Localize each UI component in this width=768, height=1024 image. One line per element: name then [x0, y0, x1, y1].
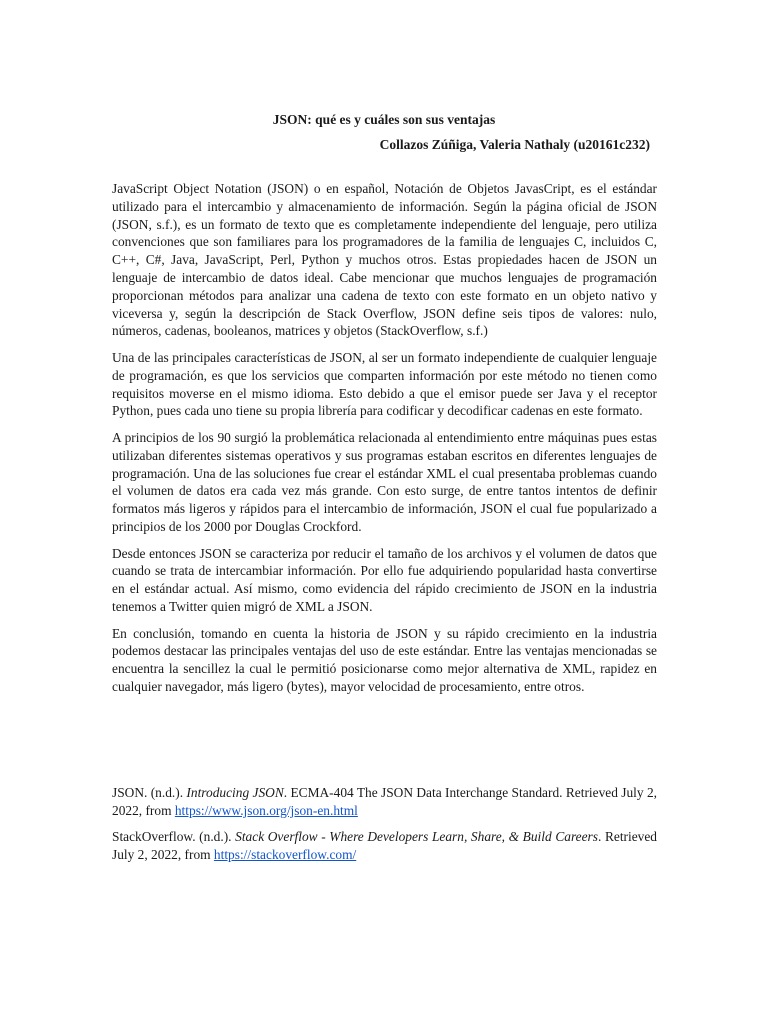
document-body [112, 180, 657, 705]
body-paragraph: Una de las principales características de JSON, al ser un formato independiente de cualquier lenguaje de programación, es que los servicios que comparten información por este método no tienen como requisitos moverse en el mismo idioma. Esto debido a que el emisor puede ser Java y el receptor Python, pues cada uno tiene su propia librería para codificar y decodificar cadenas en este formato. [112, 349, 657, 419]
reference-prefix: StackOverflow. (n.d.). [112, 829, 236, 845]
reference-link[interactable]: https://www.json.org/json-en.html [174, 802, 358, 818]
reference-entry [112, 828, 657, 864]
references-section [112, 784, 657, 873]
body-paragraph: A principios de los 90 surgió la problemática relacionada al entendimiento entre máquinas pues estas utilizaban diferentes sistemas operativos y sus programas estaban escritos en diferentes lenguajes de programación. Una de las soluciones fue crear el estándar XML el cual presentaba problemas cuando el volumen de datos era cada vez más grande. Con esto surge, de entre tantos intentos de definir formatos más ligeros y rápidos para el intercambio de información, JSON el cual fue popularizado a principios de los 2000 por Douglas Crockford. [112, 429, 657, 534]
reference-prefix: JSON. (n.d.). [112, 785, 187, 800]
reference-suffix: . ECMA-404 The JSON Data Interchange Standard. Retrieved July 2, 2022, from [112, 785, 657, 818]
document-title: JSON: qué es y cuáles son sus ventajas [272, 112, 496, 127]
reference-title: Stack Overflow - Where Developers Learn, Share, & Build Careers [235, 829, 598, 845]
reference-entry [112, 784, 657, 820]
reference-title: Introducing JSON [186, 785, 284, 800]
body-paragraph: Desde entonces JSON se caracteriza por reducir el tamaño de los archivos y el volumen de datos que cuando se trata de intercambiar información. Por ello fue adquiriendo popularidad hasta convertirse en el estándar actual. Así mismo, como evidencia del rápido crecimiento de JSON en la industria tenemos a Twitter quien migró de XML a JSON. [112, 545, 657, 614]
reference-link[interactable]: https://stackoverflow.com/ [213, 847, 357, 863]
body-paragraph: JavaScript Object Notation (JSON) o en español, Notación de Objetos JavasCript, es el estándar utilizado para el intercambio y almacenamiento de información. Según la página oficial de JSON (JSON, s.f.), es un formato de texto que es completamente independiente del lenguaje, pero utiliza convenciones que son familiares para los programadores de la familia de lenguajes C, incluidos C, C++, C#, Java, JavaScript, Perl, Python y muchos otros. Estas propiedades hacen de JSON un lenguaje de intercambio de datos ideal. Cabe mencionar que muchos lenguajes de programación proporcionan métodos para analizar una cadena de texto con este formato en un objeto nativo y viceversa y, según la descripción de Stack Overflow, JSON define seis tipos de valores: nulo, números, cadenas, booleanos, matrices y objetos (StackOverflow, s.f.) [112, 181, 657, 339]
body-paragraph: En conclusión, tomando en cuenta la historia de JSON y su rápido crecimiento en la industria podemos destacar las principales ventajas del uso de este estándar. Entre las ventajas mencionadas se encuentra la sencillez la cual le permitió posicionarse como mejor alternativa de XML, rapidez en cualquier navegador, más ligero (bytes), mayor velocidad de procesamiento, entre otros. [112, 625, 657, 694]
reference-suffix: . Retrieved July 2, 2022, from [112, 829, 658, 863]
document-author: Collazos Zúñiga, Valeria Nathaly (u20161c232) [379, 137, 650, 152]
